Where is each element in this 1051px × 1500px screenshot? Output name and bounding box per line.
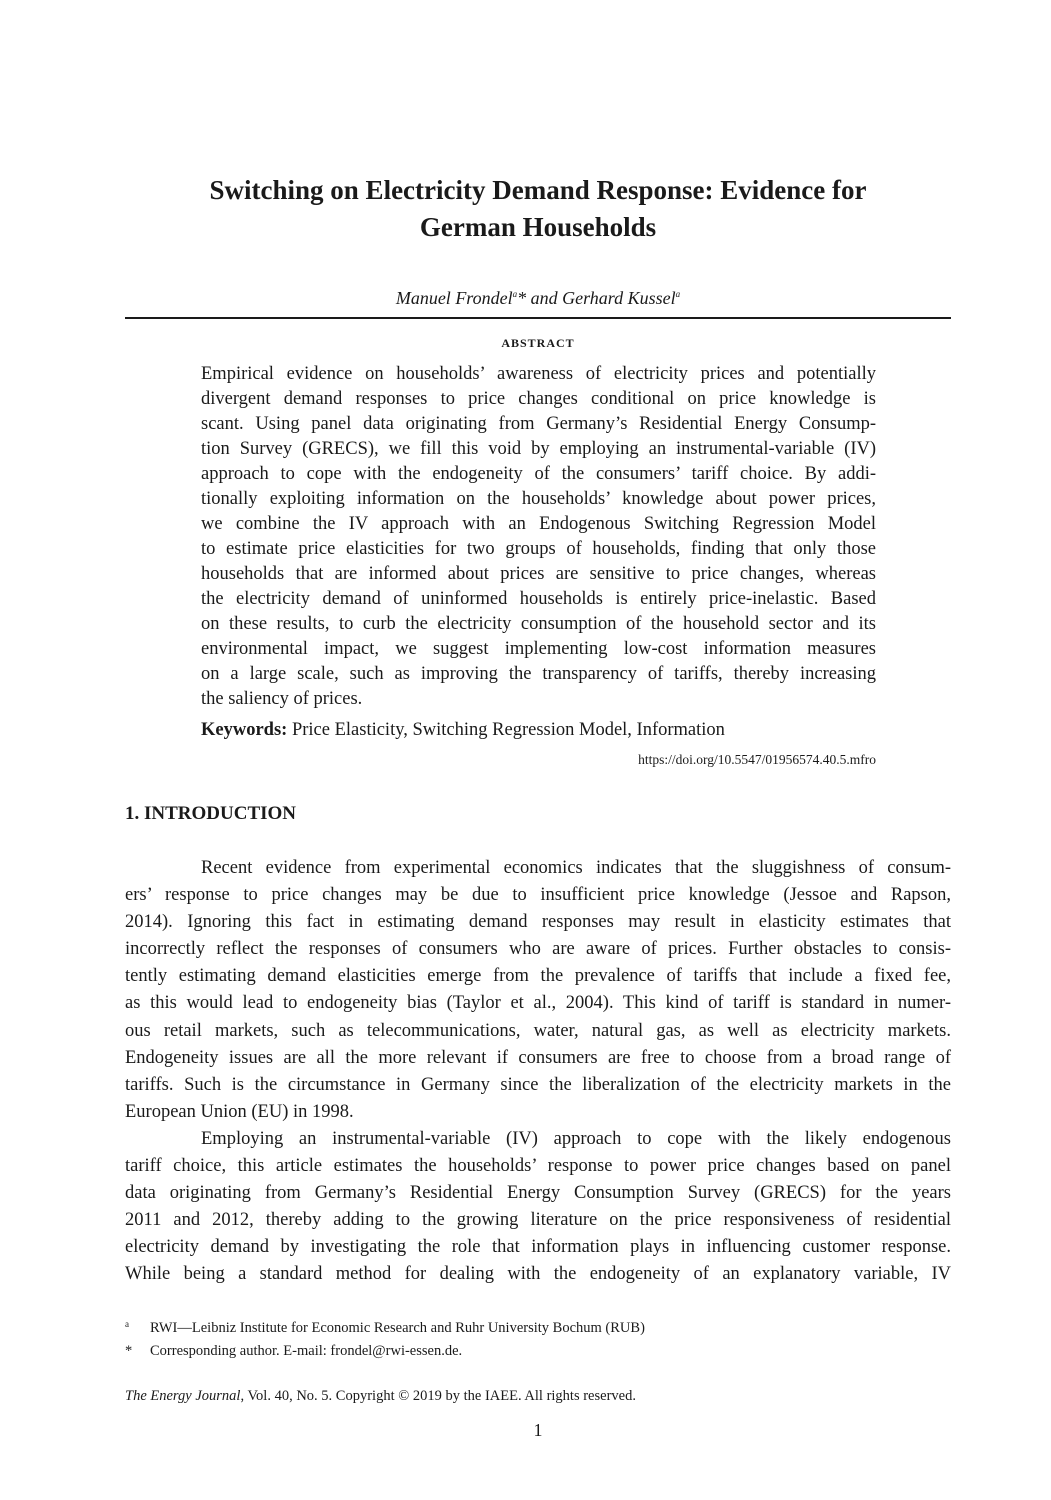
journal-name: The Energy Journal — [125, 1388, 241, 1404]
footnote-corresponding — [125, 1340, 645, 1363]
title-line: German Households — [419, 212, 657, 242]
abstract-body — [201, 362, 876, 712]
abstract-line: environmental impact, we suggest implementing low-cost information measures — [201, 639, 876, 659]
affiliation-mark: a — [675, 289, 681, 299]
title-line: Switching on Electricity Demand Response: Evidence for — [209, 175, 867, 205]
footnote-text: Corresponding author. E-mail: frondel@rwi-essen.de. — [150, 1343, 463, 1359]
abstract-line: the electricity demand of uninformed households is entirely price-inelastic. Based — [201, 589, 876, 609]
body-line: tently estimating demand elasticities emerge from the prevalence of tariffs that include a fixed fee, — [125, 966, 951, 987]
abstract-line: to estimate price elasticities for two groups of households, finding that only those — [201, 539, 876, 559]
keywords-label: Keywords: — [201, 720, 288, 740]
author-name: Manuel Frondel — [395, 288, 513, 308]
body-line: ers’ response to price changes may be due to insufficient price knowledge (Jessoe and Rapson, — [125, 885, 951, 906]
body-line: Recent evidence from experimental economics indicates that the sluggishness of consum- — [201, 858, 951, 878]
abstract-heading: ABSTRACT — [501, 336, 575, 350]
abstract-line: approach to cope with the endogeneity of the consumers’ tariff choice. By addi- — [201, 464, 876, 484]
body-line: tariffs. Such is the circumstance in Germany since the liberalization of the electricity markets in the — [125, 1074, 951, 1095]
body-line: European Union (EU) in 1998. — [125, 1101, 354, 1122]
footnote-text: RWI—Leibniz Institute for Economic Research and Ruhr University Bochum (RUB) — [150, 1320, 645, 1336]
body-line: Employing an instrumental-variable (IV) approach to cope with the likely endogenous — [201, 1128, 951, 1149]
footnote-affiliation — [125, 1317, 645, 1340]
footnotes — [125, 1317, 645, 1363]
journal-citation — [125, 1386, 636, 1406]
body-line: tariff choice, this article estimates the households’ response to power price changes based on panel — [125, 1156, 951, 1177]
abstract-line: tionally exploiting information on the households’ knowledge about power prices, — [201, 489, 876, 509]
page-number: 1 — [533, 1420, 543, 1440]
body-line: 2014). Ignoring this fact in estimating demand responses may result in elasticity estimates that — [125, 912, 951, 933]
author-list — [125, 282, 951, 310]
body-line: as this would lead to endogeneity bias (Taylor et al., 2004). This kind of tariff is standard in numer- — [125, 993, 951, 1014]
abstract-line: on a large scale, such as improving the transparency of tariffs, thereby increasing — [201, 664, 876, 684]
paper-title — [125, 172, 951, 246]
body-line: Endogeneity issues are all the more relevant if consumers are free to choose from a broad range of — [125, 1047, 951, 1068]
header-rule — [125, 317, 951, 319]
abstract-line: tion Survey (GRECS), we fill this void by employing an instrumental-variable (IV) — [201, 439, 876, 459]
doi-link[interactable]: https://doi.org/10.5547/01956574.40.5.mfro — [638, 752, 876, 767]
abstract-line: on these results, to curb the electricity consumption of the household sector and its — [201, 614, 876, 634]
footnote-mark: a — [125, 1319, 129, 1329]
affiliation-mark: a — [512, 289, 518, 299]
body-line: data originating from Germany’s Residential Energy Consumption Survey (GRECS) for the years — [125, 1183, 951, 1204]
abstract-line: households that are informed about prices are sensitive to price changes, whereas — [201, 564, 876, 584]
keywords — [201, 718, 725, 743]
keywords-text: Price Elasticity, Switching Regression Model, Information — [287, 720, 725, 740]
body-line: incorrectly reflect the responses of consumers who are aware of prices. Further obstacles to consis- — [125, 939, 951, 960]
body-line: electricity demand by investigating the role that information plays in influencing customer response. — [125, 1237, 951, 1258]
abstract-line: divergent demand responses to price changes conditional on price knowledge is — [201, 389, 876, 409]
section-heading: 1. INTRODUCTION — [125, 803, 297, 824]
abstract-line: Empirical evidence on households’ awareness of electricity prices and potentially — [201, 364, 876, 384]
body-text — [125, 855, 951, 1289]
corresponding-mark: * — [517, 288, 527, 308]
journal-details: , Vol. 40, No. 5. Copyright © 2019 by the IAEE. All rights reserved. — [240, 1388, 636, 1404]
abstract-line: scant. Using panel data originating from Germany’s Residential Energy Consump- — [201, 414, 876, 434]
body-line: ous retail markets, such as telecommunications, water, natural gas, as well as electricity markets. — [125, 1020, 951, 1041]
author-conjunction: and — [526, 288, 563, 308]
body-line: 2011 and 2012, thereby adding to the growing literature on the price responsiveness of residential — [125, 1210, 951, 1231]
author-name: Gerhard Kussel — [562, 288, 676, 308]
body-line: While being a standard method for dealing with the endogeneity of an explanatory variable, IV — [125, 1264, 951, 1285]
abstract-line: we combine the IV approach with an Endogenous Switching Regression Model — [201, 514, 876, 534]
footnote-mark: * — [125, 1343, 133, 1359]
abstract-line: the saliency of prices. — [201, 689, 363, 709]
